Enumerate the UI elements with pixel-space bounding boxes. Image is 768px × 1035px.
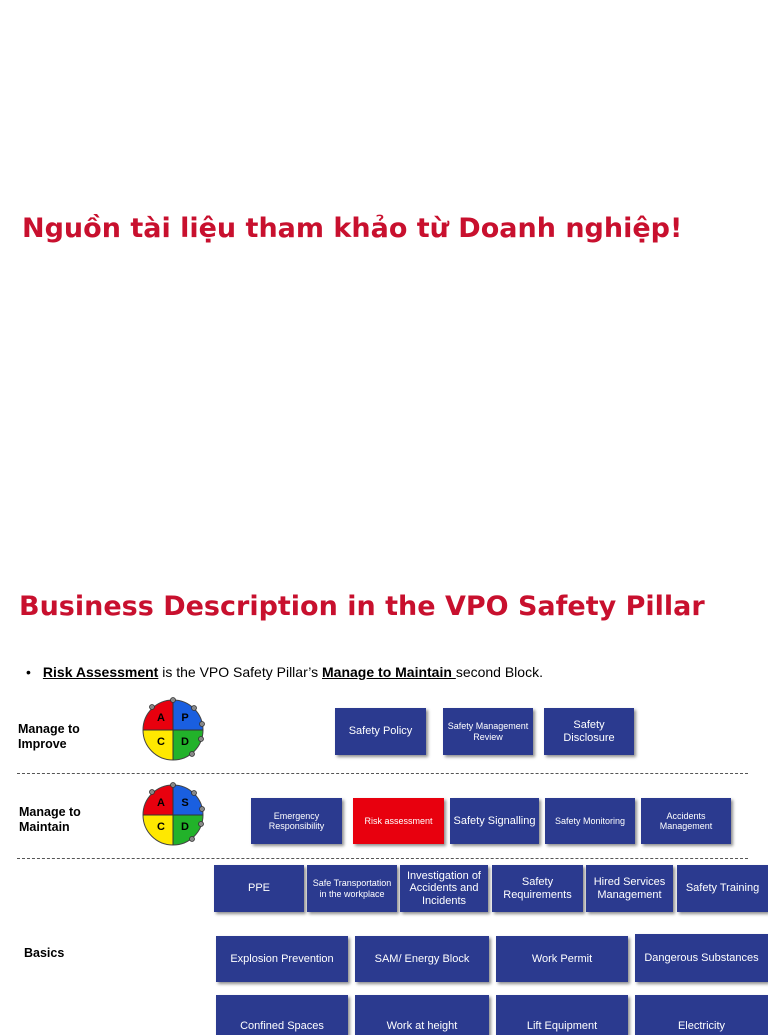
box-sam-energy-block: SAM/ Energy Block: [355, 936, 489, 982]
wheel-letter: D: [181, 821, 189, 833]
wheel-letter: P: [181, 712, 189, 724]
row-label-basics: Basics: [24, 946, 65, 960]
box-safety-monitoring: Safety Monitoring: [545, 798, 635, 844]
box-safety-signalling: Safety Signalling: [450, 798, 539, 844]
box-electricity: Electricity: [635, 995, 768, 1035]
reference-title: Nguồn tài liệu tham khảo từ Doanh nghiệp!: [22, 213, 683, 244]
row-label-line: Manage to: [19, 805, 81, 819]
wheel-letter: D: [181, 736, 189, 748]
row-label-manage-to-maintain: [19, 805, 81, 835]
box-work-at-height: Work at height: [355, 995, 489, 1035]
box-investigation-of-accidents: Investigation of Accidents and Incidents: [400, 865, 488, 912]
box-accidents-management: Accidents Management: [641, 798, 731, 844]
slide-title: Business Description in the VPO Safety Pillar: [19, 591, 705, 622]
box-hired-services-management: Hired Services Management: [586, 865, 673, 912]
wheel-letter: A: [157, 712, 165, 724]
bullet-dot-icon: •: [26, 664, 31, 680]
safety-pillar-slide: [0, 560, 768, 1033]
box-ppe: PPE: [214, 865, 304, 912]
row-label-manage-to-improve: [18, 722, 80, 752]
dashed-divider: [17, 773, 748, 774]
box-safety-disclosure: Safety Disclosure: [544, 708, 634, 755]
dashed-divider: [17, 858, 748, 859]
bullet-text-end: second Block.: [455, 664, 543, 680]
box-safe-transportation: Safe Transportation in the workplace: [307, 865, 397, 912]
wheel-letter: C: [157, 821, 165, 833]
bullet-text: is the VPO Safety Pillar’s: [158, 664, 323, 680]
box-safety-training: Safety Training: [677, 865, 768, 912]
box-safety-management-review: Safety Management Review: [443, 708, 533, 755]
box-lift-equipment: Lift Equipment: [496, 995, 628, 1035]
wheel-letter: A: [157, 797, 165, 809]
row-label-line: Manage to: [18, 722, 80, 736]
wheel-letter: S: [181, 797, 189, 809]
row-label-line: Improve: [18, 737, 67, 751]
box-risk-assessment: Risk assessment: [353, 798, 444, 844]
box-safety-policy: Safety Policy: [335, 708, 426, 755]
pdca-wheel-icon: [140, 782, 206, 848]
box-confined-spaces: Confined Spaces: [216, 995, 348, 1035]
box-explosion-prevention: Explosion Prevention: [216, 936, 348, 982]
box-emergency-responsibility: Emergency Responsibility: [251, 798, 342, 844]
bullet-term-manage-to-maintain: Manage to Maintain: [322, 664, 456, 680]
row-label-line: Maintain: [19, 820, 70, 834]
box-safety-requirements: Safety Requirements: [492, 865, 583, 912]
bullet-term-risk-assessment: Risk Assessment: [42, 664, 159, 680]
wheel-letter: C: [157, 736, 165, 748]
bullet-point: [26, 664, 543, 680]
pdca-wheel-icon: [140, 697, 206, 763]
box-work-permit: Work Permit: [496, 936, 628, 982]
box-dangerous-substances: Dangerous Substances: [635, 934, 768, 982]
